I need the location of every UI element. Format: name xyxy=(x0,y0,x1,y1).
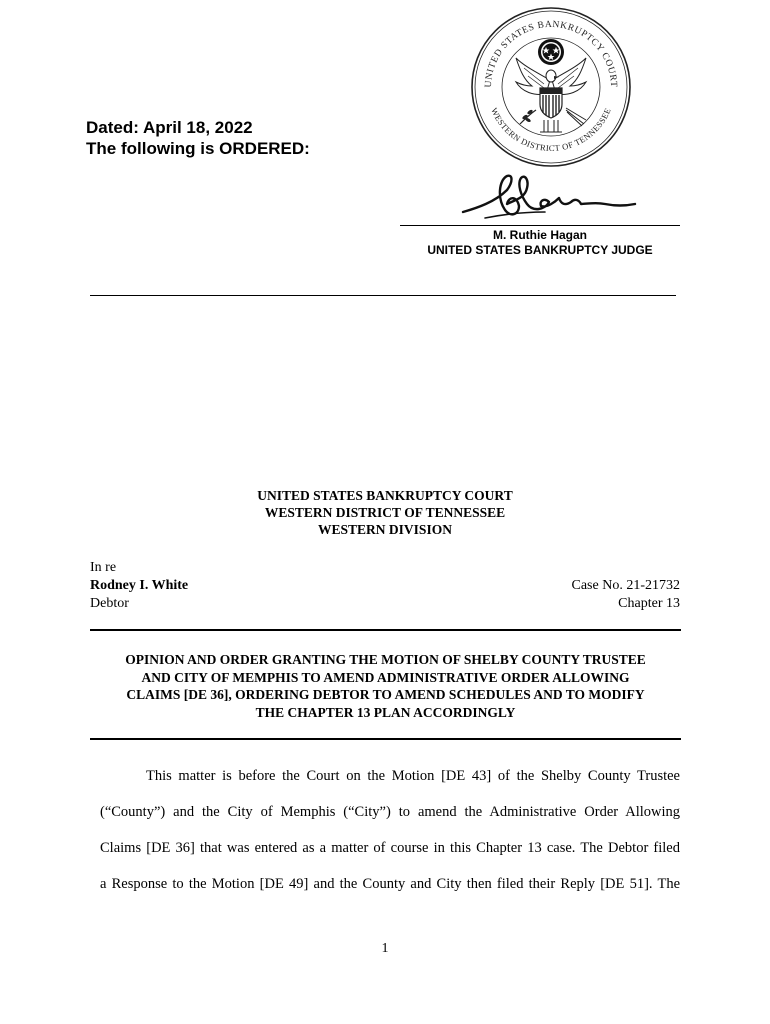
chapter-label: Chapter 13 xyxy=(618,596,680,611)
in-re-label: In re xyxy=(90,560,117,575)
title-rule-bottom xyxy=(90,738,681,740)
header-separator xyxy=(90,295,676,296)
title-line: OPINION AND ORDER GRANTING THE MOTION OF SHELBY COUNTY TRUSTEE xyxy=(125,652,646,667)
svg-text:WESTERN DISTRICT OF TENNESSEE: WESTERN DISTRICT OF TENNESSEE xyxy=(489,106,613,154)
dated-line: Dated: April 18, 2022 xyxy=(86,118,253,137)
court-division: WESTERN DIVISION xyxy=(318,522,452,537)
body-line: Claims [DE 36] that was entered as a matter of course in this Chapter 13 case. The Debtor filed xyxy=(100,840,680,856)
body-line: (“County”) and the City of Memphis (“City”) to amend the Administrative Order Allowing xyxy=(100,804,680,820)
document-title xyxy=(90,651,681,721)
ordered-line: The following is ORDERED: xyxy=(86,139,310,158)
court-seal-icon xyxy=(470,6,632,168)
judge-title: UNITED STATES BANKRUPTCY JUDGE xyxy=(427,243,653,257)
title-line: AND CITY OF MEMPHIS TO AMEND ADMINISTRATIVE ORDER ALLOWING xyxy=(141,669,630,685)
signature-line xyxy=(400,225,680,226)
court-district: WESTERN DISTRICT OF TENNESSEE xyxy=(264,505,506,520)
title-rule-top xyxy=(90,629,681,631)
court-heading xyxy=(90,487,680,538)
judge-name: M. Ruthie Hagan xyxy=(492,228,587,242)
body-line: a Response to the Motion [DE 49] and the County and City then filed their Reply [DE 51]. The xyxy=(100,876,680,892)
body-paragraph xyxy=(100,758,680,902)
judge-signature-block xyxy=(400,228,680,258)
court-name: UNITED STATES BANKRUPTCY COURT xyxy=(257,488,513,503)
page-number: 1 xyxy=(381,941,389,956)
debtor-name: Rodney I. White xyxy=(90,578,189,593)
order-date-block xyxy=(86,117,310,159)
debtor-label: Debtor xyxy=(90,596,129,611)
title-line: CLAIMS [DE 36], ORDERING DEBTOR TO AMEND SCHEDULES AND TO MODIFY xyxy=(126,687,645,702)
case-caption xyxy=(90,559,680,613)
title-line: THE CHAPTER 13 PLAN ACCORDINGLY xyxy=(255,704,516,720)
svg-text:UNITED STATES BANKRUPTCY COURT: UNITED STATES BANKRUPTCY COURT xyxy=(483,19,619,88)
body-line: This matter is before the Court on the Motion [DE 43] of the Shelby County Trustee xyxy=(146,768,680,784)
judge-signature-icon xyxy=(455,168,640,224)
case-number: Case No. 21-21732 xyxy=(571,578,680,593)
